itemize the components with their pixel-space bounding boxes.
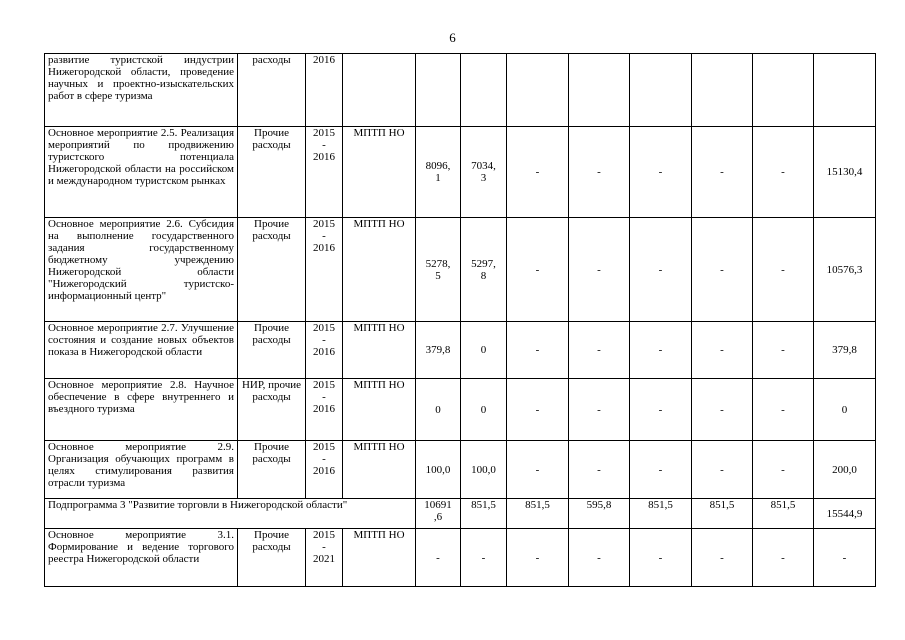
value-cell — [753, 54, 814, 127]
value-cell: 379,8 — [416, 322, 461, 379]
funding-source: НИР, прочие расходы — [238, 379, 306, 441]
table-row — [45, 54, 876, 127]
funding-source: Прочие расходы — [238, 322, 306, 379]
value-cell: - — [692, 322, 753, 379]
period-years: 2015 - 2016 — [306, 218, 343, 322]
table-row — [45, 379, 876, 441]
funding-source: расходы — [238, 54, 306, 127]
value-cell: - — [507, 218, 569, 322]
value-cell: - — [416, 529, 461, 587]
value-cell: - — [630, 441, 692, 499]
value-cell: 8096, 1 — [416, 127, 461, 218]
table-row — [45, 322, 876, 379]
period-years: 2015 - 2016 — [306, 322, 343, 379]
value-cell: - — [569, 127, 630, 218]
page-number: 6 — [449, 30, 456, 45]
value-cell: 5278, 5 — [416, 218, 461, 322]
activity-name: Основное мероприятие 2.7. Улучшение состояния и создание новых объектов показа в Нижегородской области — [45, 322, 238, 379]
activity-name: Основное мероприятие 3.1. Формирование и ведение торгового реестра Нижегородской области — [45, 529, 238, 587]
value-cell: 5297, 8 — [461, 218, 507, 322]
value-cell: - — [692, 441, 753, 499]
value-cell: - — [630, 322, 692, 379]
value-cell: 851,5 — [461, 499, 507, 529]
value-cell: 0 — [461, 322, 507, 379]
value-cell: - — [461, 529, 507, 587]
value-cell: - — [753, 127, 814, 218]
value-cell: - — [569, 529, 630, 587]
total-cell: 0 — [814, 379, 876, 441]
subprogram-name: Подпрограмма 3 "Развитие торговли в Нижегородской области" — [45, 499, 416, 529]
value-cell: - — [753, 441, 814, 499]
value-cell: 851,5 — [630, 499, 692, 529]
budget-table — [44, 53, 876, 587]
value-cell: - — [507, 322, 569, 379]
value-cell: 100,0 — [461, 441, 507, 499]
value-cell — [461, 54, 507, 127]
value-cell: - — [753, 379, 814, 441]
value-cell: - — [569, 379, 630, 441]
value-cell: - — [507, 379, 569, 441]
period-years: 2015 - 2021 — [306, 529, 343, 587]
total-cell: 200,0 — [814, 441, 876, 499]
value-cell: - — [630, 218, 692, 322]
total-cell — [814, 54, 876, 127]
table-row — [45, 218, 876, 322]
value-cell: 10691 ,6 — [416, 499, 461, 529]
table-row — [45, 441, 876, 499]
funding-source: Прочие расходы — [238, 529, 306, 587]
executor: МПТП НО — [343, 379, 416, 441]
value-cell: - — [692, 379, 753, 441]
executor: МПТП НО — [343, 441, 416, 499]
total-cell: 15130,4 — [814, 127, 876, 218]
value-cell: - — [630, 529, 692, 587]
table-row — [45, 529, 876, 587]
period-years: 2015 - 2016 — [306, 127, 343, 218]
value-cell: 851,5 — [507, 499, 569, 529]
executor: МПТП НО — [343, 218, 416, 322]
value-cell — [630, 54, 692, 127]
total-cell: 10576,3 — [814, 218, 876, 322]
value-cell: 100,0 — [416, 441, 461, 499]
table-row — [45, 127, 876, 218]
funding-source: Прочие расходы — [238, 127, 306, 218]
value-cell: 851,5 — [692, 499, 753, 529]
value-cell: 595,8 — [569, 499, 630, 529]
funding-source: Прочие расходы — [238, 218, 306, 322]
period-years: 2016 — [306, 54, 343, 127]
value-cell: - — [507, 127, 569, 218]
value-cell: - — [753, 218, 814, 322]
value-cell: 851,5 — [753, 499, 814, 529]
value-cell: - — [753, 322, 814, 379]
activity-name: Основное мероприятие 2.6. Субсидия на выполнение государственного задания государственному бюджетному учреждению Нижегородской области "Нижегородский туристско-информационный центр" — [45, 218, 238, 322]
executor: МПТП НО — [343, 322, 416, 379]
executor — [343, 54, 416, 127]
value-cell: 0 — [461, 379, 507, 441]
value-cell — [416, 54, 461, 127]
activity-name: развитие туристской индустрии Нижегородской области, проведение научных и проектно-изыскательских работ в сфере туризма — [45, 54, 238, 127]
executor: МПТП НО — [343, 529, 416, 587]
value-cell: - — [569, 322, 630, 379]
value-cell: - — [569, 441, 630, 499]
activity-name: Основное мероприятие 2.8. Научное обеспечение в сфере внутреннего и въездного туризма — [45, 379, 238, 441]
value-cell: - — [753, 529, 814, 587]
value-cell: 7034, 3 — [461, 127, 507, 218]
subprogram-row — [45, 499, 876, 529]
value-cell — [569, 54, 630, 127]
executor: МПТП НО — [343, 127, 416, 218]
value-cell: - — [692, 218, 753, 322]
total-cell: 15544,9 — [814, 499, 876, 529]
total-cell: - — [814, 529, 876, 587]
activity-name: Основное мероприятие 2.5. Реализация мероприятий по продвижению туристского потенциала Нижегородской области на российском и международном туристском рынках — [45, 127, 238, 218]
value-cell: - — [630, 379, 692, 441]
funding-source: Прочие расходы — [238, 441, 306, 499]
value-cell: - — [507, 441, 569, 499]
value-cell: - — [507, 529, 569, 587]
total-cell: 379,8 — [814, 322, 876, 379]
activity-name: Основное мероприятие 2.9. Организация обучающих программ в целях стимулирования развития отрасли туризма — [45, 441, 238, 499]
value-cell: 0 — [416, 379, 461, 441]
value-cell: - — [569, 218, 630, 322]
value-cell: - — [630, 127, 692, 218]
value-cell: - — [692, 127, 753, 218]
value-cell — [692, 54, 753, 127]
period-years: 2015 - 2016 — [306, 441, 343, 499]
value-cell — [507, 54, 569, 127]
value-cell: - — [692, 529, 753, 587]
period-years: 2015 - 2016 — [306, 379, 343, 441]
